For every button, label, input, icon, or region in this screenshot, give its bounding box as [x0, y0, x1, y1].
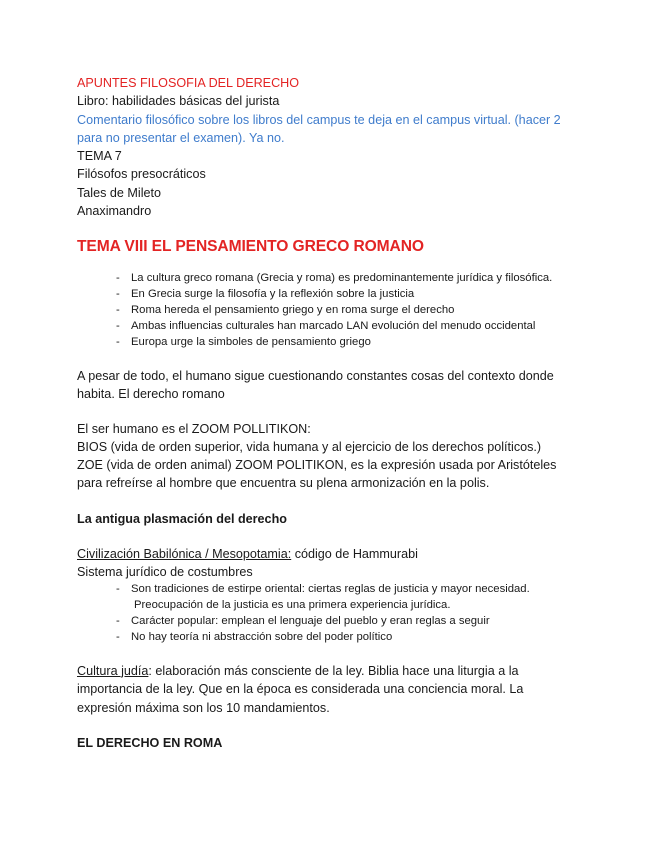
list-item-text: Son tradiciones de estirpe oriental: ciertas reglas de justicia y mayor necesidad. [131, 583, 530, 596]
section-heading-roma: EL DERECHO EN ROMA [77, 735, 223, 750]
list-item: - Ambas influencias culturales han marcado LAN evolución del menudo occidental [116, 319, 597, 335]
list-item: - En Grecia surge la filosofía y la reflexión sobre la justicia [116, 287, 597, 303]
civilization-line [77, 545, 597, 563]
paragraph-line: expresión máxima son los 10 mandamientos. [77, 700, 330, 715]
book-reference: Libro: habilidades básicas del jurista [77, 94, 280, 109]
list-item: - Carácter popular: emplean el lenguaje del pueblo y eran reglas a seguir [116, 614, 597, 630]
topic-item: Tales de Mileto [77, 185, 161, 200]
paragraph-line: ZOE (vida de orden animal) ZOOM POLITIKON, es la expresión usada por Aristóteles [77, 458, 557, 473]
cultura-judia-label: Cultura judía [77, 663, 149, 678]
list-item-continuation: Preocupación de la justicia es una primera experiencia jurídica. [134, 599, 451, 612]
paragraph-zoom-pollitikon [77, 420, 597, 493]
bullet-list-babilonica [77, 582, 597, 646]
paragraph-cultura-judia [77, 662, 597, 717]
topic-item: Filósofos presocráticos [77, 167, 206, 182]
bullet-list-greco-romano [77, 271, 597, 351]
civilization-block [77, 545, 597, 646]
note-line-2: para no presentar el examen). Ya no. [77, 130, 285, 145]
note-line-1: Comentario filosófico sobre los libros del campus te deja en el campus virtual. (hacer 2 [77, 112, 561, 127]
sistema-line: Sistema jurídico de costumbres [77, 564, 253, 579]
tema-label: TEMA 7 [77, 149, 122, 164]
paragraph-line: A pesar de todo, el humano sigue cuestionando constantes cosas del contexto donde [77, 368, 554, 383]
civilization-text: código de Hammurabi [291, 546, 418, 561]
paragraph-line: importancia de la ley. Que en la época es considerada una conciencia moral. La [77, 682, 524, 697]
paragraph-line: para refreírse al hombre que encuentra su plena armonización en la polis. [77, 476, 490, 491]
paragraph-pesar [77, 367, 597, 404]
document-page [77, 74, 597, 752]
section-heading-antigua: La antigua plasmación del derecho [77, 511, 287, 526]
paragraph-line: El ser humano es el ZOOM POLLITIKON: [77, 421, 311, 436]
list-item: - Roma hereda el pensamiento griego y en roma surge el derecho [116, 303, 597, 319]
civilization-label: Civilización Babilónica / Mesopotamia: [77, 546, 292, 561]
paragraph-line: habita. El derecho romano [77, 387, 225, 402]
list-item: - La cultura greco romana (Grecia y roma) es predominantemente jurídica y filosófica. [116, 271, 597, 287]
list-item [116, 582, 597, 614]
list-item: - Europa urge la simboles de pensamiento griego [116, 335, 597, 351]
paragraph-line: BIOS (vida de orden superior, vida humana y al ejercicio de los derechos políticos.) [77, 439, 542, 454]
topic-item: Anaximandro [77, 204, 152, 219]
paragraph-line [77, 662, 597, 680]
section-title-tema-viii: TEMA VIII EL PENSAMIENTO GRECO ROMANO [77, 238, 424, 256]
document-title: APUNTES FILOSOFIA DEL DERECHO [77, 76, 300, 90]
list-item: - No hay teoría ni abstracción sobre del poder político [116, 630, 597, 646]
cultura-judia-text: : elaboración más consciente de la ley. Biblia hace una liturgia a la [148, 663, 519, 678]
